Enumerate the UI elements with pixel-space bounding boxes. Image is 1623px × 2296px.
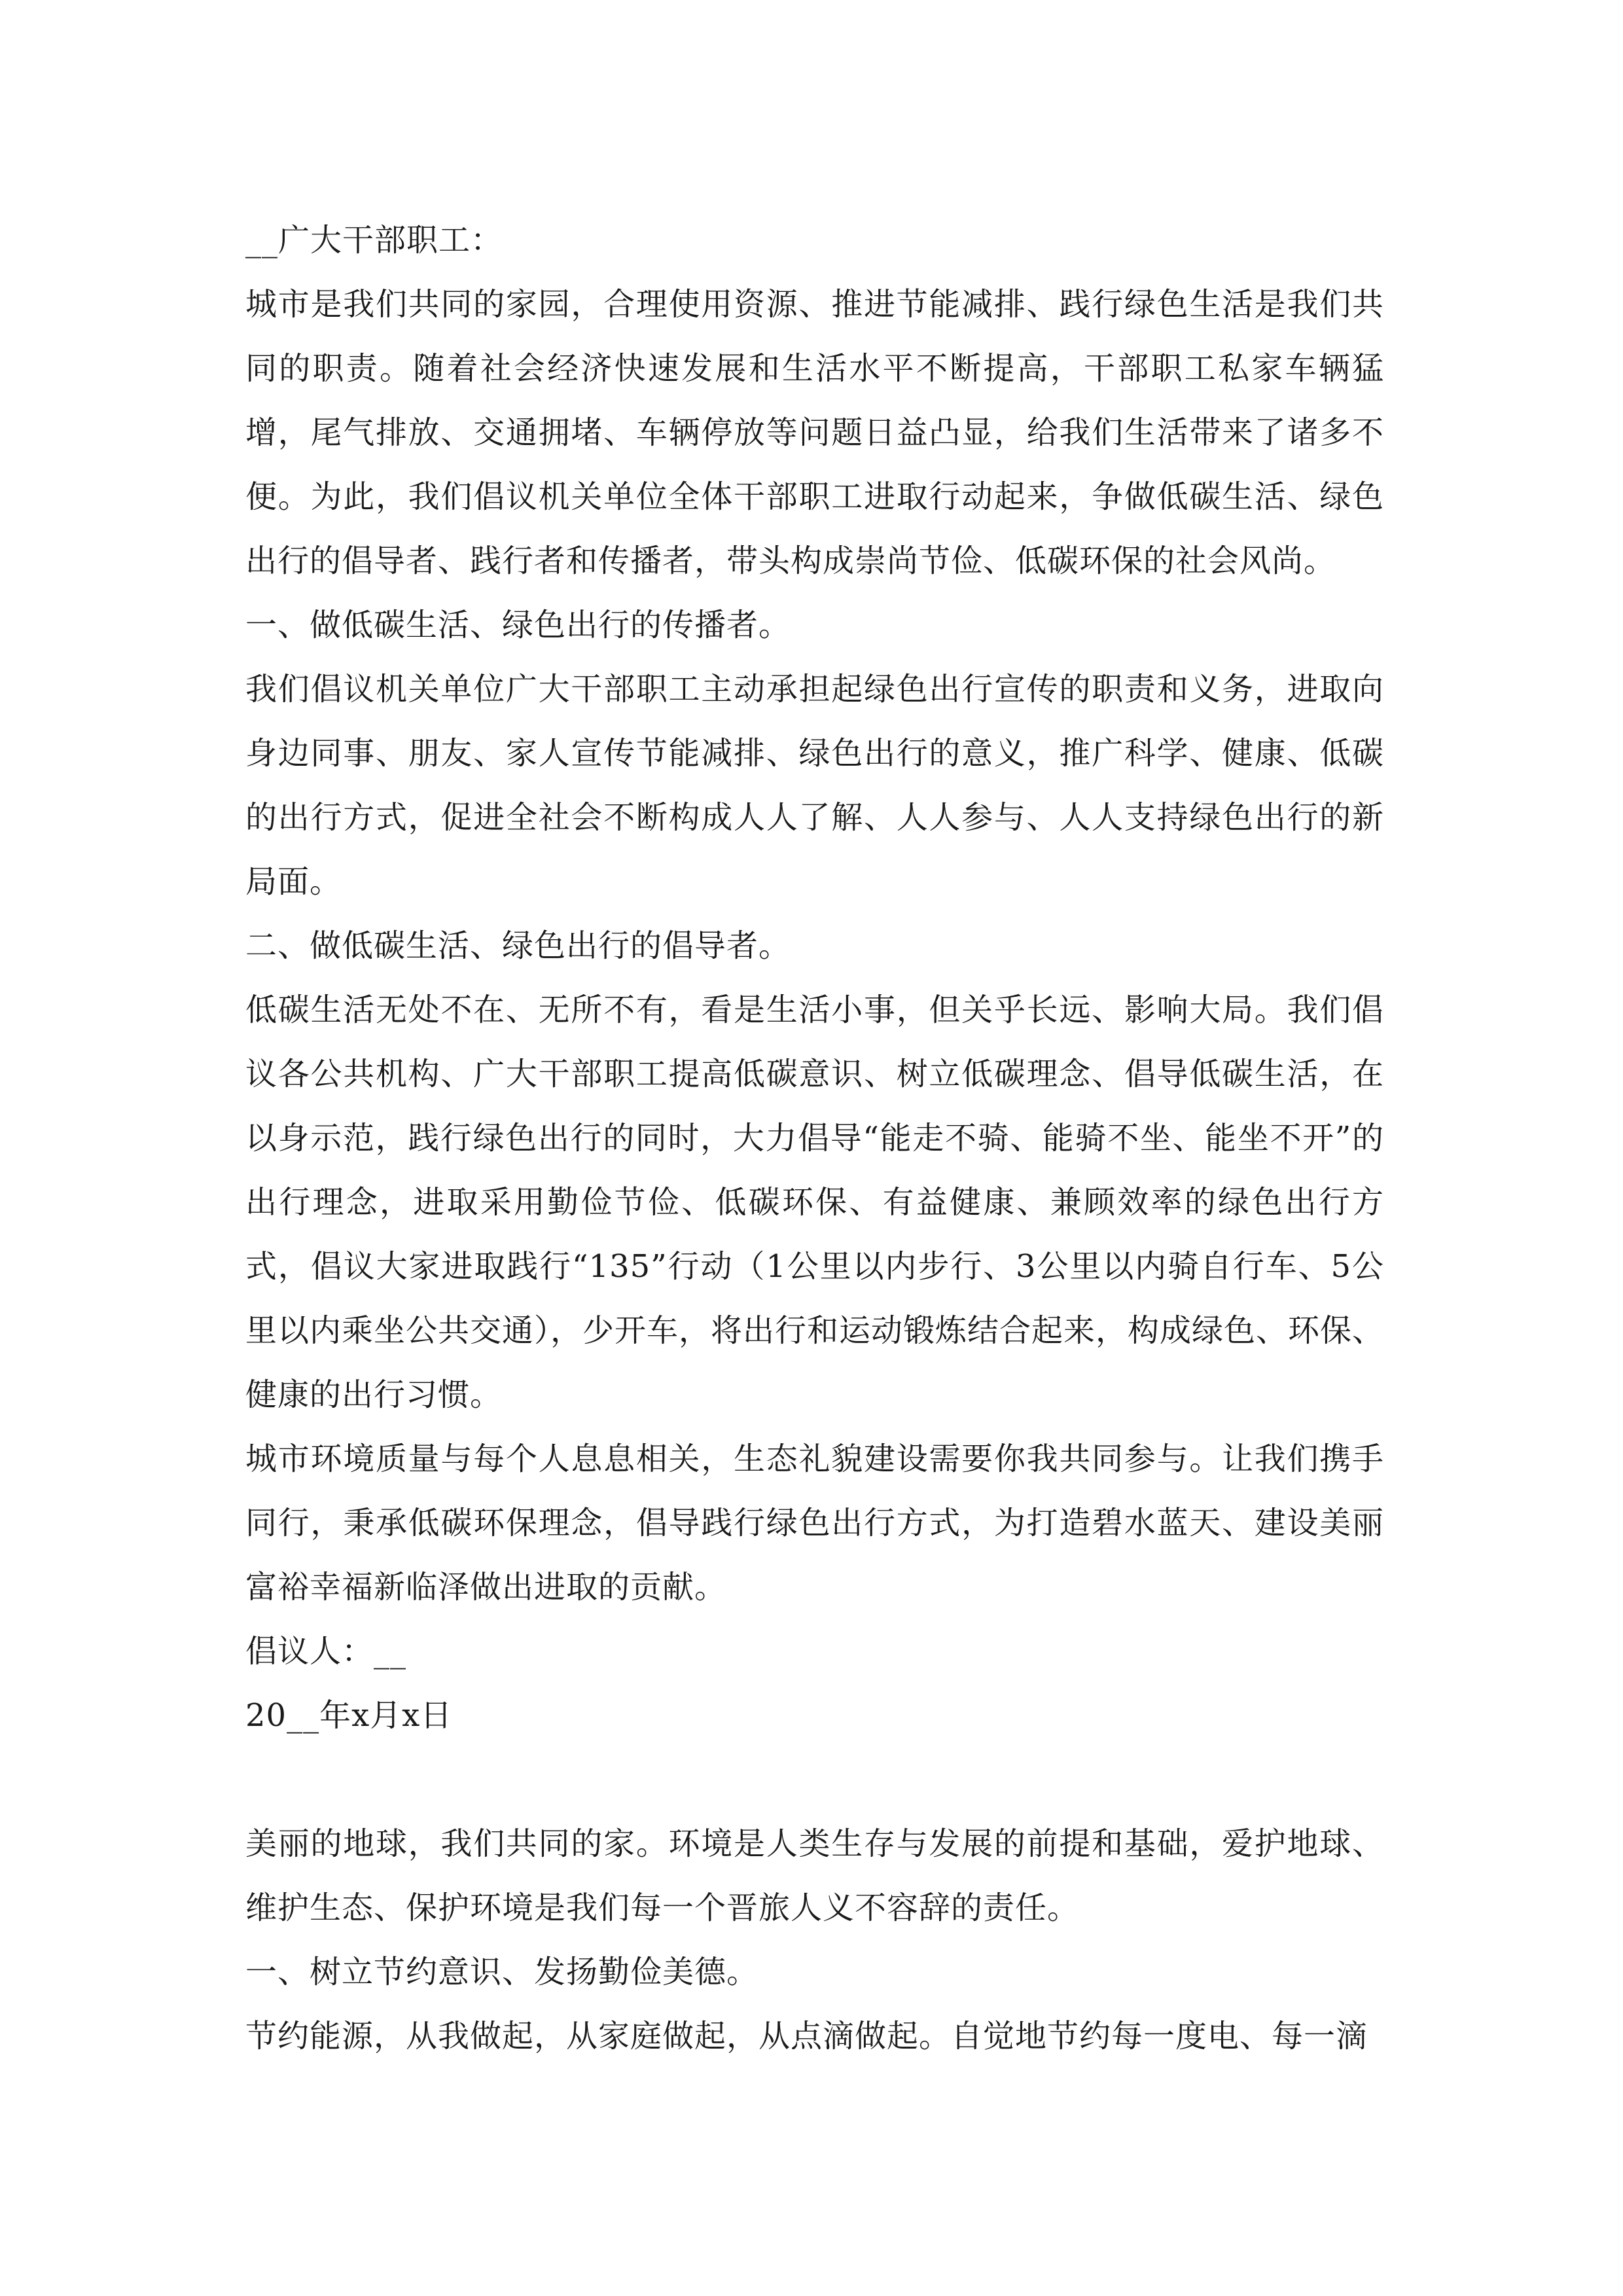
paragraph-section-1: 我们倡议机关单位广大干部职工主动承担起绿色出行宣传的职责和义务，进取向身边同事、朋友、家人宣传节能减排、绿色出行的意义，推广科学、健康、低碳的出行方式，促进全社会不断构成人人了解、人人参与、人人支持绿色出行的新局面。 [245,671,1384,900]
section-heading-1: 一、做低碳生活、绿色出行的传播者。 [245,607,791,643]
paragraph-closing: 城市环境质量与每个人息息相关，生态礼貌建设需要你我共同参与。让我们携手同行，秉承低碳环保理念，倡导践行绿色出行方式，为打造碧水蓝天、建设美丽富裕幸福新临泽做出进取的贡献。 [245,1441,1384,1605]
document-body [245,208,1384,2068]
section-heading-2: 二、做低碳生活、绿色出行的倡导者。 [245,927,791,964]
paragraph-section-2: 低碳生活无处不在、无所不有，看是生活小事，但关乎长远、影响大局。我们倡议各公共机构、广大干部职工提高低碳意识、树立低碳理念、倡导低碳生活，在以身示范，践行绿色出行的同时，大力倡导“能走不骑、能骑不坐、能坐不开”的出行理念，进取采用勤俭节俭、低碳环保、有益健康、兼顾效率的绿色出行方式，倡议大家进取践行“135”行动（1公里以内步行、3公里以内骑自行车、5公里以内乘坐公共交通），少开车，将出行和运动锻炼结合起来，构成绿色、环保、健康的出行习惯。 [245,992,1385,1413]
paragraph-intro: 城市是我们共同的家园，合理使用资源、推进节能减排、践行绿色生活是我们共同的职责。随着社会经济快速发展和生活水平不断提高，干部职工私家车辆猛增，尾气排放、交通拥堵、车辆停放等问题日益凸显，给我们生活带来了诸多不便。为此，我们倡议机关单位全体干部职工进取行动起来，争做低碳生活、绿色出行的倡导者、践行者和传播者，带头构成崇尚节俭、低碳环保的社会风尚。 [245,286,1384,579]
salutation: __广大干部职工： [245,222,503,259]
paragraph-second-intro: 美丽的地球，我们共同的家。环境是人类生存与发展的前提和基础，爱护地球、维护生态、保护环境是我们每一个晋旅人义不容辞的责任。 [245,1825,1384,1926]
signer-line: 倡议人：__ [245,1633,407,1670]
paragraph-section-3: 节约能源，从我做起，从家庭做起，从点滴做起。自觉地节约每一度电、每一滴 [245,2018,1368,2054]
section-heading-3: 一、树立节约意识、发扬勤俭美德。 [245,1954,759,1990]
date-line: 20__年x月x日 [245,1697,453,1734]
